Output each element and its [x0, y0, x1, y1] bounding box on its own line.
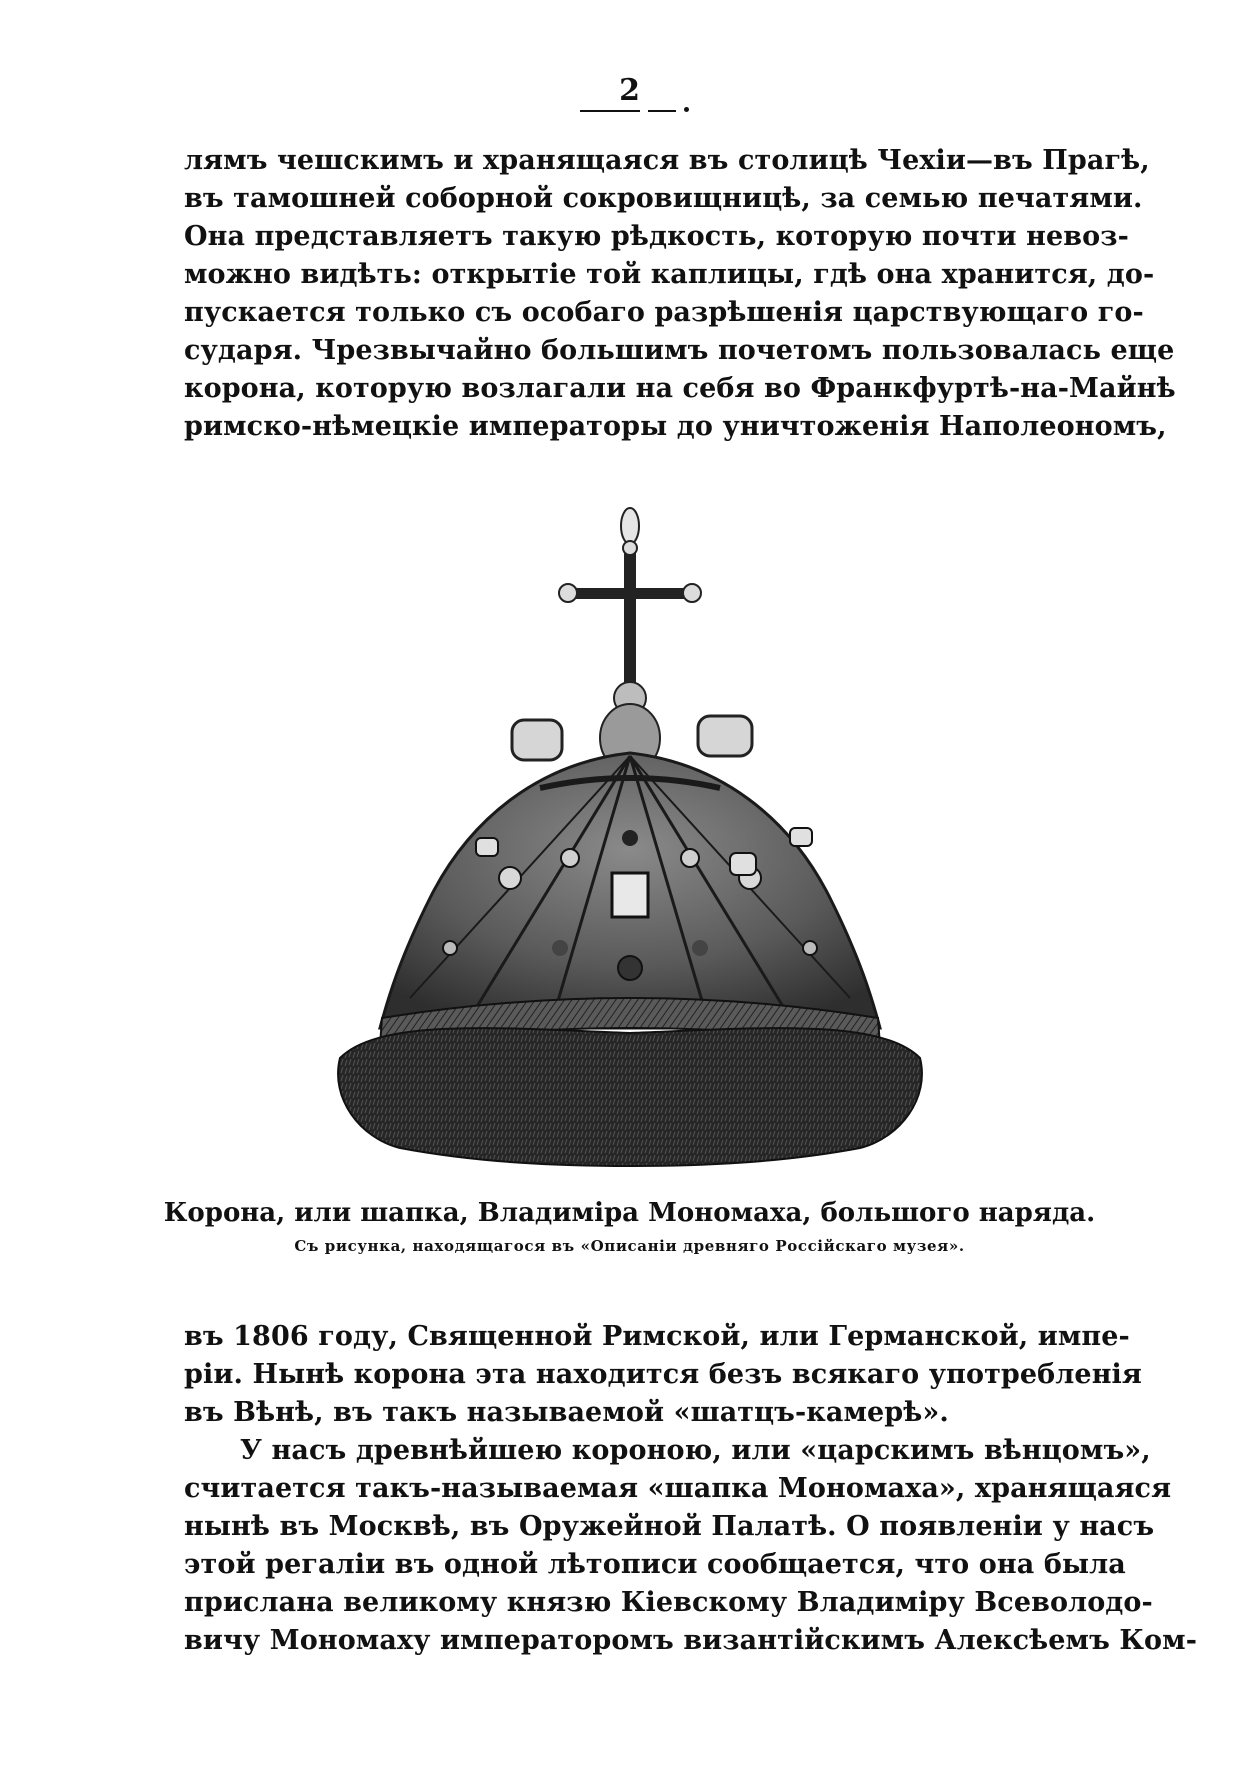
text-line: въ тамошней соборной сокровищницѣ, за семью печатями. — [184, 183, 1143, 214]
figure-subcaption: Съ рисунка, находящагося въ «Описаніи древняго Россійскаго музея». — [294, 1237, 965, 1255]
text-line: можно видѣть: открытіе той каплицы, гдѣ она хранится, до- — [184, 259, 1155, 290]
top-gem-left — [512, 720, 562, 760]
text-line: въ Вѣнѣ, въ такъ называемой «шатцъ-камерѣ». — [184, 1397, 949, 1428]
cross-vertical — [624, 546, 636, 696]
page-number-rule-dot — [684, 107, 689, 112]
cross-pearl-left — [559, 584, 577, 602]
text-line: римско-нѣмецкіе императоры до уничтоженія Наполеономъ, — [184, 411, 1167, 442]
paragraph-top — [184, 142, 1176, 446]
text-line: сударя. Чрезвычайно большимъ почетомъ пользовалась еще — [184, 335, 1175, 366]
cross-pearl-right — [683, 584, 701, 602]
text-line: пускается только съ особаго разрѣшенія царствующаго го- — [184, 297, 1144, 328]
text-line: корона, которую возлагали на себя во Франкфуртѣ-на-Майнѣ — [184, 373, 1176, 404]
crown-of-monomakh-illustration — [300, 498, 960, 1178]
page-number: 2 — [619, 73, 640, 108]
text-line: ріи. Нынѣ корона эта находится безъ всякаго употребленія — [184, 1359, 1142, 1390]
paragraph-bottom — [184, 1318, 1198, 1660]
text-line: прислана великому князю Кіевскому Владиміру Всеволодо- — [184, 1587, 1153, 1618]
text-line: лямъ чешскимъ и хранящаяся въ столицѣ Чехіи—въ Прагѣ, — [184, 145, 1150, 176]
finial-gem — [621, 508, 639, 544]
fur-trim — [338, 1028, 922, 1166]
text-line: нынѣ въ Москвѣ, въ Оружейной Палатѣ. О появленіи у насъ — [184, 1511, 1155, 1542]
text-line: въ 1806 году, Священной Римской, или Германской, импе- — [184, 1321, 1130, 1352]
center-gem — [612, 873, 648, 917]
text-line: этой регаліи въ одной лѣтописи сообщается, что она была — [184, 1549, 1126, 1580]
page-number-rule-left — [580, 110, 640, 112]
figure-caption: Корона, или шапка, Владиміра Мономаха, большого наряда. — [163, 1198, 1096, 1228]
top-gem-right — [698, 716, 752, 756]
text-line: У насъ древнѣйшею короною, или «царскимъ вѣнцомъ», — [240, 1435, 1151, 1466]
text-line: Она представляетъ такую рѣдкость, которую почти невоз- — [184, 221, 1129, 252]
cross-pearl-top — [623, 541, 637, 555]
page-number-rule-right — [648, 110, 676, 112]
cross-horizontal — [572, 588, 688, 599]
text-line: вичу Мономаху императоромъ византійскимъ Алексѣемъ Ком- — [184, 1625, 1198, 1656]
text-line: считается такъ-называемая «шапка Мономаха», хранящаяся — [184, 1473, 1172, 1504]
